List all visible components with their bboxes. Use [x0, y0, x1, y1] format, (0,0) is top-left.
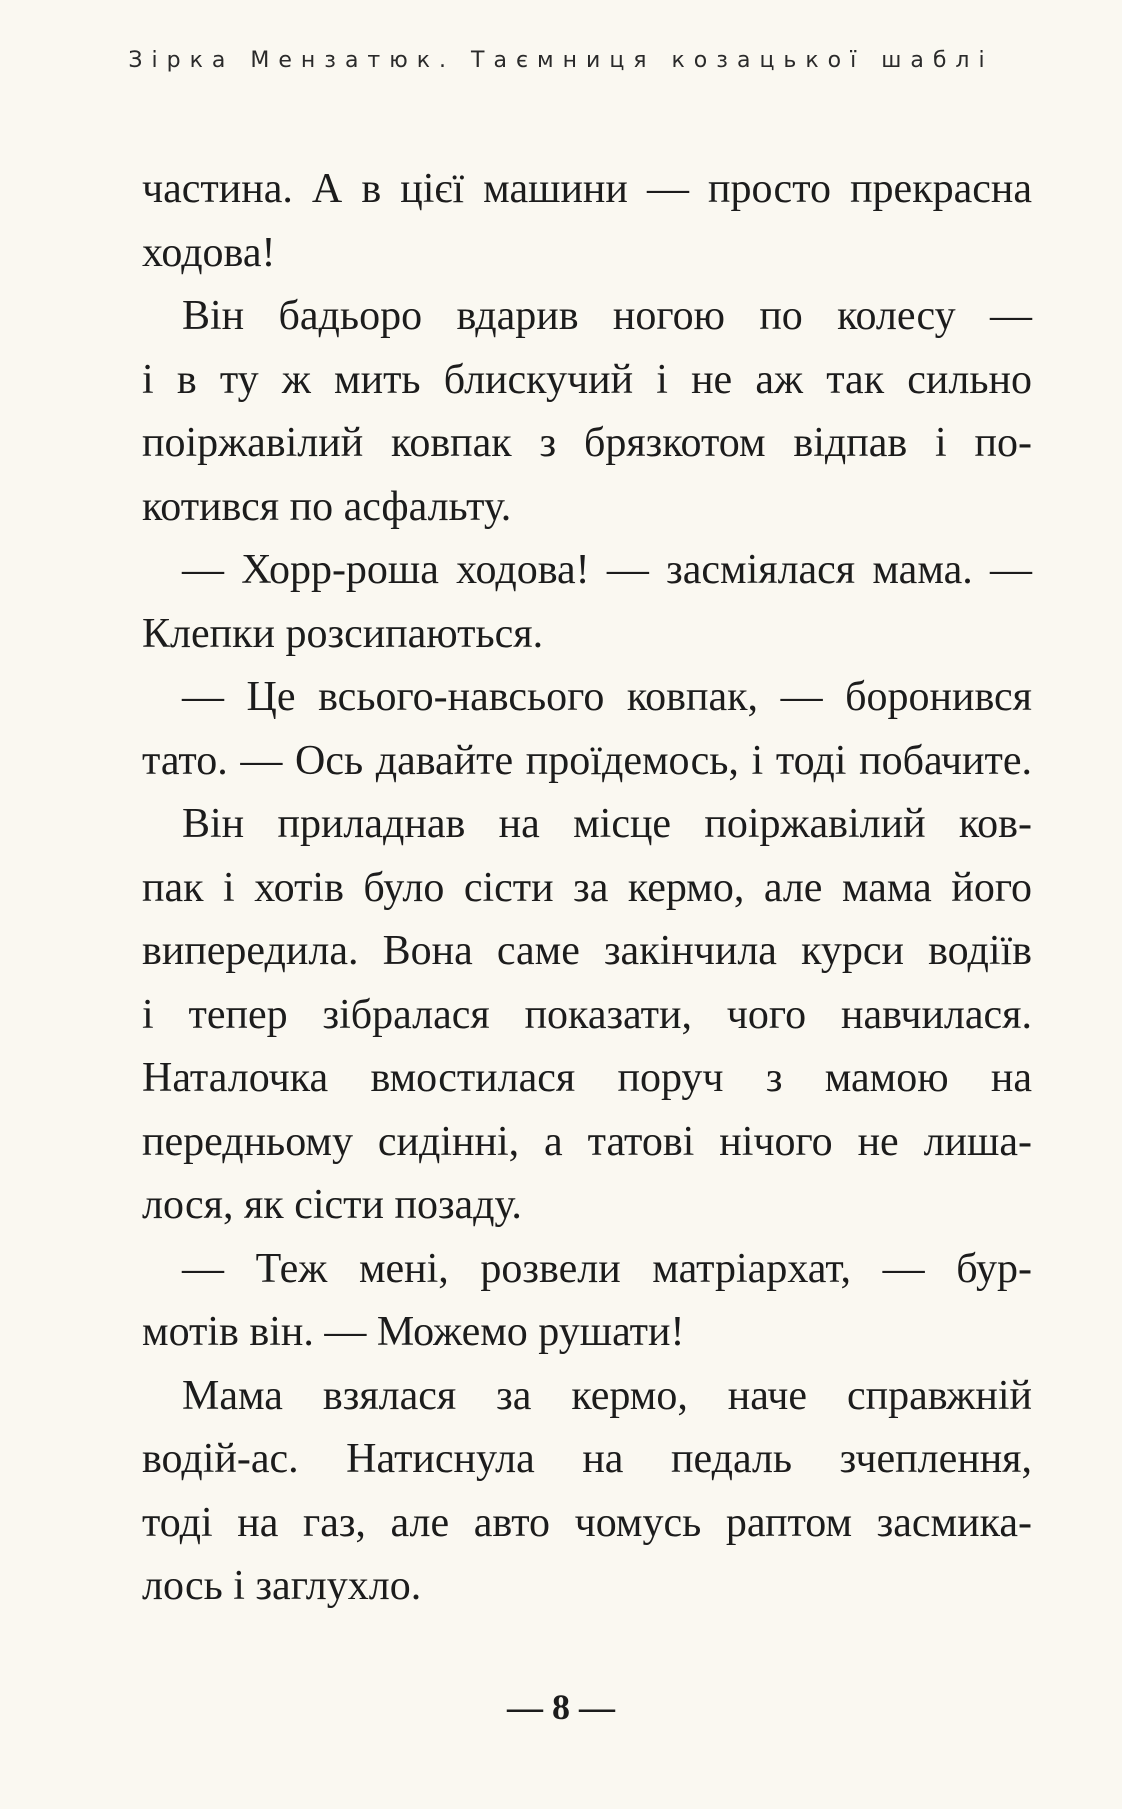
text-line: частина. А в цієї машини — просто прекрасна [142, 166, 1032, 212]
text-line: тато. — Ось давайте проїдемось, і тоді побачите. [142, 737, 1032, 784]
text-line: котився по асфальту. [142, 483, 512, 530]
text-line: і тепер зібралася показати, чого навчилася. [142, 991, 1032, 1038]
text-line: мотів він. — Можемо рушати! [142, 1309, 685, 1355]
text-line: поіржавілий ковпак з брязкотом відпав і по- [142, 420, 1032, 466]
text-line: пак і хотів було сісти за кермо, але мама його [142, 864, 1032, 911]
text-line: випередила. Вона саме закінчила курси водіїв [142, 928, 1032, 974]
text-line: Він бадьоро вдарив ногою по колесу — [182, 293, 1032, 339]
running-header: Зірка Мензатюк. Таємниця козацької шаблі [128, 48, 994, 73]
page-number: — 8 — [507, 1687, 615, 1727]
text-line: лося, як сісти позаду. [142, 1182, 522, 1228]
text-line: лось і заглухло. [142, 1563, 422, 1609]
text-line: Мама взялася за кермо, наче справжній [182, 1372, 1032, 1419]
text-line: — Хорр-роша ходова! — засміялася мама. — [182, 547, 1032, 593]
text-line: передньому сидінні, а татові нічого не лиша- [142, 1118, 1032, 1165]
text-line: Наталочка вмостилася поруч з мамою на [142, 1055, 1032, 1101]
text-line: Клепки розсипаються. [142, 610, 544, 657]
text-line: — Це всього-навсього ковпак, — боронився [182, 674, 1032, 720]
body-text [142, 158, 1032, 1619]
text-line: і в ту ж мить блискучий і не аж так сильно [142, 356, 1032, 403]
text-line: Він приладнав на місце поіржавілий ков- [182, 801, 1032, 847]
text-line: водій-ас. Натиснула на педаль зчеплення, [142, 1436, 1032, 1482]
text-line: тоді на газ, але авто чомусь раптом засмика- [142, 1499, 1032, 1546]
text-line: — Теж мені, розвели матріархат, — бур- [182, 1245, 1032, 1292]
text-line: ходова! [142, 229, 276, 276]
